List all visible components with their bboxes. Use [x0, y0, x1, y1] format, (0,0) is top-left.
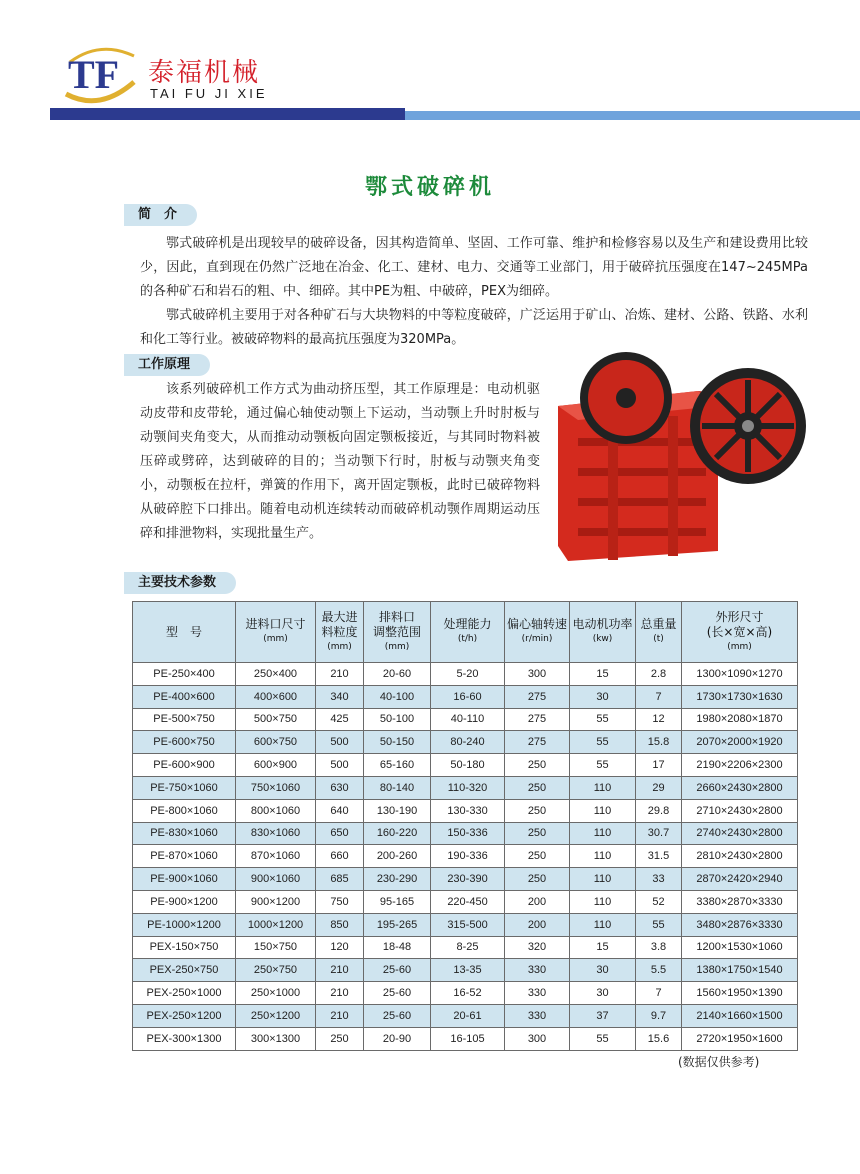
column-header [364, 602, 431, 663]
table-row [133, 822, 798, 845]
column-label: 最大进 料粒度 [321, 609, 358, 639]
spec-table [132, 601, 798, 1051]
tf-logo-icon [60, 42, 140, 106]
principle-heading: 工作原理 [124, 354, 210, 376]
table-cell: 1200×1530×1060 [682, 936, 798, 959]
table-cell: 340 [316, 685, 364, 708]
table-cell: 120 [316, 936, 364, 959]
table-cell: 250×400 [236, 663, 316, 686]
intro-paragraph-1: 鄂式破碎机是出现较早的破碎设备，因其构造简单、坚固、工作可靠、维护和检修容易以及生产和建设费用比较少，因此，直到现在仍然广泛地在冶金、化工、建材、电力、交通等工业部门，用于破碎抗压强度在147~245MPa的各种矿石和岩石的粗、中、细碎。其中PE为粗、中破碎，PEX为细碎。 [140, 236, 808, 299]
table-cell: 150-336 [431, 822, 505, 845]
table-cell: PE-900×1060 [133, 868, 236, 891]
principle-paragraph: 该系列破碎机工作方式为曲动挤压型，其工作原理是：电动机驱动皮带和皮带轮，通过偏心轴使动颚上下运动，当动颚上升时肘板与动颚间夹角变大，从而推动动颚板向固定颚板接近，与其同时物料被压碎或劈碎，达到破碎的目的；当动颚下行时，肘板与动颚夹角变小，动颚板在拉杆，弹簧的作用下，离开固定颚板，此时已破碎物料从破碎腔下口排出。随着电动机连续转动而破碎机动颚作周期运动压碎和排泄物料，实现批量生产。 [140, 382, 540, 541]
brand-name-en: TAI FU JI XIE [150, 86, 268, 101]
table-cell: 55 [570, 1027, 636, 1050]
table-cell: 2660×2430×2800 [682, 776, 798, 799]
table-cell: 750 [316, 890, 364, 913]
table-cell: 300 [505, 1027, 570, 1050]
column-unit: (mm) [384, 641, 410, 652]
table-cell: PE-750×1060 [133, 776, 236, 799]
table-row [133, 685, 798, 708]
column-label: 偏心轴转速 [506, 617, 567, 631]
table-row [133, 731, 798, 754]
intro-heading: 简 介 [124, 204, 197, 226]
table-cell: 29 [636, 776, 682, 799]
table-row [133, 890, 798, 913]
column-unit: (kw) [592, 634, 613, 644]
table-cell: 2.8 [636, 663, 682, 686]
table-cell: 250 [505, 845, 570, 868]
brand-name-cn: 泰福机械 [148, 58, 261, 88]
table-cell: 2070×2000×1920 [682, 731, 798, 754]
table-cell: 31.5 [636, 845, 682, 868]
column-unit: (mm) [727, 641, 752, 652]
column-unit: (mm) [263, 634, 288, 644]
table-cell: 300×1300 [236, 1027, 316, 1050]
table-cell: 900×1200 [236, 890, 316, 913]
table-cell: 55 [570, 708, 636, 731]
table-cell: 12 [636, 708, 682, 731]
table-row [133, 1004, 798, 1027]
table-cell: 250 [505, 754, 570, 777]
table-cell: 110 [570, 845, 636, 868]
table-row [133, 708, 798, 731]
table-cell: 1380×1750×1540 [682, 959, 798, 982]
column-label: 总重量 [640, 617, 677, 631]
table-cell: 2190×2206×2300 [682, 754, 798, 777]
table-cell: 250 [505, 776, 570, 799]
table-cell: 20-60 [364, 663, 431, 686]
table-cell: 1980×2080×1870 [682, 708, 798, 731]
intro-text [140, 232, 808, 352]
table-cell: PE-1000×1200 [133, 913, 236, 936]
column-header [236, 602, 316, 663]
table-row [133, 754, 798, 777]
table-cell: 210 [316, 959, 364, 982]
table-cell: 1300×1090×1270 [682, 663, 798, 686]
table-cell: 13-35 [431, 959, 505, 982]
table-row [133, 982, 798, 1005]
table-cell: 210 [316, 1004, 364, 1027]
table-cell: 25-60 [364, 959, 431, 982]
table-cell: 17 [636, 754, 682, 777]
table-cell: 15 [570, 936, 636, 959]
table-cell: 5.5 [636, 959, 682, 982]
column-label: 电动机功率 [572, 617, 633, 631]
table-row [133, 663, 798, 686]
table-cell: 30.7 [636, 822, 682, 845]
table-cell: 9.7 [636, 1004, 682, 1027]
table-cell: PEX-150×750 [133, 936, 236, 959]
table-cell: 300 [505, 663, 570, 686]
table-cell: 870×1060 [236, 845, 316, 868]
table-cell: 50-150 [364, 731, 431, 754]
table-cell: 15.8 [636, 731, 682, 754]
table-row [133, 845, 798, 868]
table-cell: 7 [636, 982, 682, 1005]
table-cell: 16-52 [431, 982, 505, 1005]
table-cell: PE-400×600 [133, 685, 236, 708]
table-cell: 160-220 [364, 822, 431, 845]
column-label: 型 号 [165, 624, 202, 639]
table-row [133, 799, 798, 822]
table-cell: 500 [316, 731, 364, 754]
table-cell: 40-110 [431, 708, 505, 731]
table-cell: 640 [316, 799, 364, 822]
table-cell: 200 [505, 890, 570, 913]
table-row [133, 1027, 798, 1050]
table-cell: 220-450 [431, 890, 505, 913]
table-cell: PEX-300×1300 [133, 1027, 236, 1050]
table-cell: 37 [570, 1004, 636, 1027]
table-cell: 330 [505, 1004, 570, 1027]
table-cell: 40-100 [364, 685, 431, 708]
column-unit: (t/h) [457, 634, 478, 644]
table-cell: 18-48 [364, 936, 431, 959]
page-title: 鄂式破碎机 [364, 175, 495, 200]
column-label: 排料口 调整范围 [372, 609, 421, 639]
table-cell: 50-100 [364, 708, 431, 731]
table-cell: 15.6 [636, 1027, 682, 1050]
table-cell: 29.8 [636, 799, 682, 822]
header-bar [50, 108, 860, 120]
table-cell: 3380×2870×3330 [682, 890, 798, 913]
jaw-crusher-image [548, 346, 806, 574]
table-row [133, 868, 798, 891]
table-cell: 2140×1660×1500 [682, 1004, 798, 1027]
table-cell: 30 [570, 685, 636, 708]
table-cell: PE-600×750 [133, 731, 236, 754]
table-cell: PE-600×900 [133, 754, 236, 777]
table-cell: 850 [316, 913, 364, 936]
table-cell: 33 [636, 868, 682, 891]
table-cell: 200-260 [364, 845, 431, 868]
table-cell: 190-336 [431, 845, 505, 868]
table-cell: 110 [570, 776, 636, 799]
table-cell: PE-800×1060 [133, 799, 236, 822]
table-cell: 250 [505, 868, 570, 891]
table-header-row [133, 602, 798, 663]
column-label: 处理能力 [443, 617, 492, 631]
table-cell: 830×1060 [236, 822, 316, 845]
table-cell: 52 [636, 890, 682, 913]
column-header [682, 602, 798, 663]
table-cell: 110 [570, 913, 636, 936]
table-cell: 65-160 [364, 754, 431, 777]
table-cell: 210 [316, 982, 364, 1005]
table-cell: 20-90 [364, 1027, 431, 1050]
brand-logo [60, 42, 280, 112]
table-cell: 15 [570, 663, 636, 686]
table-cell: 16-60 [431, 685, 505, 708]
table-cell: 25-60 [364, 1004, 431, 1027]
specs-heading: 主要技术参数 [124, 572, 236, 594]
table-cell: 250 [505, 822, 570, 845]
table-cell: 50-180 [431, 754, 505, 777]
table-cell: 250×1000 [236, 982, 316, 1005]
table-cell: 400×600 [236, 685, 316, 708]
table-cell: 500×750 [236, 708, 316, 731]
table-cell: 110 [570, 799, 636, 822]
table-cell: 30 [570, 959, 636, 982]
column-header [431, 602, 505, 663]
table-cell: 130-190 [364, 799, 431, 822]
table-cell: 110-320 [431, 776, 505, 799]
table-cell: 1560×1950×1390 [682, 982, 798, 1005]
table-cell: 110 [570, 890, 636, 913]
table-row [133, 936, 798, 959]
table-cell: 2710×2430×2800 [682, 799, 798, 822]
table-cell: PE-500×750 [133, 708, 236, 731]
column-header [133, 602, 236, 663]
table-cell: PEX-250×750 [133, 959, 236, 982]
table-cell: PEX-250×1000 [133, 982, 236, 1005]
intro-paragraph-2: 鄂式破碎机主要用于对各种矿石与大块物料的中等粒度破碎，广泛运用于矿山、冶炼、建材、公路、铁路、水利和化工等行业。被破碎物料的最高抗压强度为320MPa。 [140, 308, 808, 347]
table-cell: 1730×1730×1630 [682, 685, 798, 708]
table-cell: 55 [636, 913, 682, 936]
table-row [133, 959, 798, 982]
table-cell: 900×1060 [236, 868, 316, 891]
table-cell: 80-240 [431, 731, 505, 754]
table-row [133, 913, 798, 936]
table-cell: 230-290 [364, 868, 431, 891]
table-cell: 275 [505, 731, 570, 754]
table-cell: 600×750 [236, 731, 316, 754]
table-cell: 275 [505, 708, 570, 731]
table-cell: 30 [570, 982, 636, 1005]
table-cell: 630 [316, 776, 364, 799]
table-cell: 275 [505, 685, 570, 708]
table-cell: 7 [636, 685, 682, 708]
table-row [133, 776, 798, 799]
table-cell: 1000×1200 [236, 913, 316, 936]
table-cell: PE-900×1200 [133, 890, 236, 913]
table-cell: 8-25 [431, 936, 505, 959]
column-label: 外形尺寸 (长×宽×高) [706, 609, 773, 639]
table-cell: 16-105 [431, 1027, 505, 1050]
column-header [316, 602, 364, 663]
table-cell: 210 [316, 663, 364, 686]
principle-text [140, 378, 540, 546]
table-cell: PE-830×1060 [133, 822, 236, 845]
table-cell: 110 [570, 868, 636, 891]
table-cell: 650 [316, 822, 364, 845]
table-cell: 315-500 [431, 913, 505, 936]
table-cell: 200 [505, 913, 570, 936]
table-cell: 230-390 [431, 868, 505, 891]
table-cell: 2720×1950×1600 [682, 1027, 798, 1050]
table-cell: 250 [505, 799, 570, 822]
table-cell: 130-330 [431, 799, 505, 822]
table-cell: 2870×2420×2940 [682, 868, 798, 891]
column-header [505, 602, 570, 663]
table-cell: 55 [570, 731, 636, 754]
logo-text: TF [68, 52, 120, 97]
reference-note: (数据仅供参考) [678, 1055, 760, 1069]
table-cell: 330 [505, 982, 570, 1005]
table-cell: 320 [505, 936, 570, 959]
table-cell: 750×1060 [236, 776, 316, 799]
table-cell: 2810×2430×2800 [682, 845, 798, 868]
table-cell: 3480×2876×3330 [682, 913, 798, 936]
table-cell: PE-250×400 [133, 663, 236, 686]
table-cell: 330 [505, 959, 570, 982]
table-cell: 20-61 [431, 1004, 505, 1027]
table-cell: 425 [316, 708, 364, 731]
table-cell: 5-20 [431, 663, 505, 686]
table-cell: PE-870×1060 [133, 845, 236, 868]
table-cell: 195-265 [364, 913, 431, 936]
table-cell: 660 [316, 845, 364, 868]
column-label: 进料口尺寸 [245, 617, 306, 631]
table-cell: 2740×2430×2800 [682, 822, 798, 845]
column-unit: (mm) [327, 641, 352, 652]
column-header [570, 602, 636, 663]
column-header [636, 602, 682, 663]
column-unit: (t) [653, 634, 664, 644]
table-body [133, 663, 798, 1051]
table-cell: 685 [316, 868, 364, 891]
table-cell: 150×750 [236, 936, 316, 959]
table-cell: 3.8 [636, 936, 682, 959]
table-cell: 600×900 [236, 754, 316, 777]
table-cell: 80-140 [364, 776, 431, 799]
table-cell: 55 [570, 754, 636, 777]
table-cell: 250×750 [236, 959, 316, 982]
table-cell: 110 [570, 822, 636, 845]
table-cell: 800×1060 [236, 799, 316, 822]
table-cell: 95-165 [364, 890, 431, 913]
table-cell: 250×1200 [236, 1004, 316, 1027]
column-unit: (r/min) [521, 634, 553, 644]
table-cell: 250 [316, 1027, 364, 1050]
table-cell: 500 [316, 754, 364, 777]
table-cell: PEX-250×1200 [133, 1004, 236, 1027]
table-cell: 25-60 [364, 982, 431, 1005]
